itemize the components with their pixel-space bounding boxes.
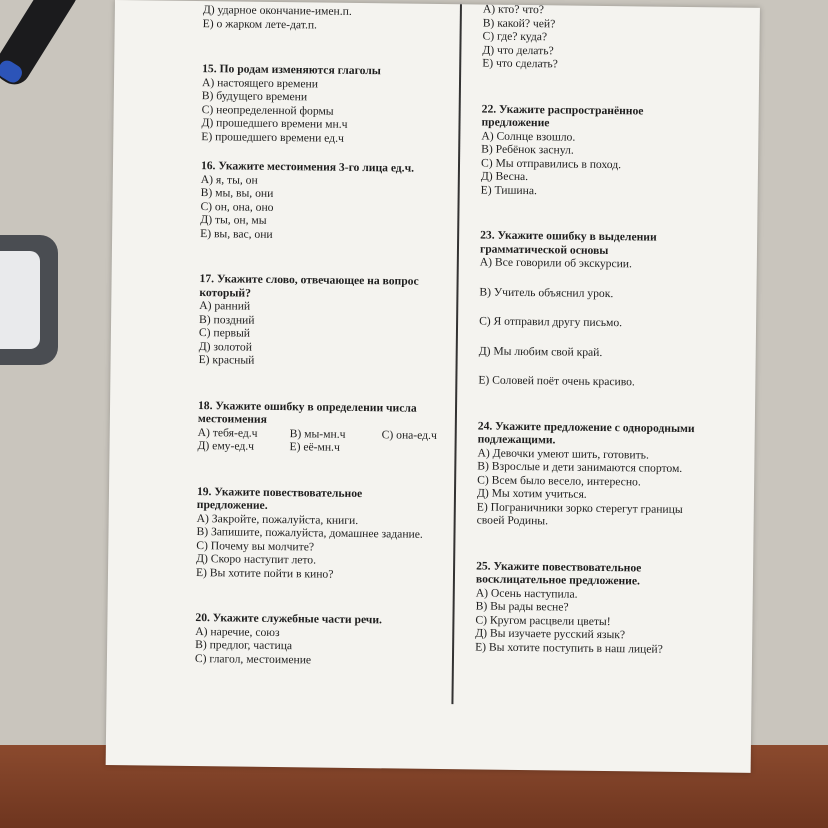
question-15-title: 15. По родам изменяются глаголы xyxy=(202,62,381,78)
option-item: Д) ему-ед.ч xyxy=(197,439,255,453)
question-19-title-cont: предложение. xyxy=(196,498,268,512)
option-line: Д) ты, он, мы xyxy=(200,213,267,227)
option-line: С) Кругом расцвели цветы! xyxy=(475,612,611,628)
option-line: Е) вы, вас, они xyxy=(200,226,273,241)
option-line: С) он, она, оно xyxy=(200,199,274,214)
option-line: Е) Вы хотите поступить в наш лицей? xyxy=(475,639,663,656)
option-line: В) Учитель объяснил урок. xyxy=(479,284,614,300)
option-line: Д) Скоро наступит лето. xyxy=(196,552,317,567)
option-item: А) тебя-ед.ч xyxy=(197,425,258,440)
option-line: С) неопределенной формы xyxy=(201,102,334,118)
test-sheet xyxy=(106,0,760,773)
option-line: В) Вы рады весне? xyxy=(475,599,569,614)
option-line: А) кто? что? xyxy=(482,2,545,17)
marker-pen xyxy=(0,0,83,90)
question-20-title: 20. Укажите служебные части речи. xyxy=(195,611,383,627)
question-23-title: 23. Укажите ошибку в выделении xyxy=(480,228,657,244)
option-line: Д) Мы хотим учиться. xyxy=(476,486,587,501)
question-22-title: 22. Укажите распространённое xyxy=(481,101,644,117)
option-line: С) Мы отправились в поход. xyxy=(480,155,622,171)
question-25-title-cont: восклицательное предложение. xyxy=(475,572,640,588)
option-line: А) я, ты, он xyxy=(200,172,258,187)
option-line: В) Взрослые и дети занимаются спортом. xyxy=(477,459,683,475)
option-line: А) настоящего времени xyxy=(201,75,319,90)
option-line: Д) прошедшего времени мн.ч xyxy=(201,116,348,131)
pen-cap xyxy=(0,58,25,86)
tablet-device xyxy=(0,235,58,365)
question-18-title-cont: местоимения xyxy=(197,412,267,426)
right-column xyxy=(475,2,700,656)
option-line: А) ранний xyxy=(199,299,251,313)
question-24-title: 24. Укажите предложение с однородными xyxy=(477,418,695,435)
question-23-title-cont: грамматической основы xyxy=(479,241,609,257)
option-line: В) Ребёнок заснул. xyxy=(481,142,574,157)
option-line: Д) ударное окончание-имен.п. xyxy=(202,3,352,18)
left-column xyxy=(195,3,442,668)
option-line: В) поздний xyxy=(199,312,255,327)
option-line: С) Всем было весело, интересно. xyxy=(477,472,641,488)
option-line: Д) Вы изучаете русский язык? xyxy=(475,626,626,642)
option-line: Е) что сделать? xyxy=(482,56,558,71)
option-line: своей Родины. xyxy=(476,513,549,528)
option-line: С) Почему вы молчите? xyxy=(196,538,315,553)
option-item: В) мы-мн.ч xyxy=(289,426,346,441)
option-line: Д) Весна. xyxy=(480,169,529,184)
option-line: А) Солнце взошло. xyxy=(481,128,576,144)
column-divider xyxy=(451,4,461,704)
question-16-title: 16. Укажите местоимения 3-го лица ед.ч. xyxy=(200,159,415,175)
option-line: Е) Соловей поёт очень красиво. xyxy=(478,373,635,389)
option-item: С) она-ед.ч xyxy=(381,427,437,442)
option-line: А) наречие, союз xyxy=(195,624,280,639)
question-24-title-cont: подлежащими. xyxy=(477,432,556,447)
option-line: А) Все говорили об экскурсии. xyxy=(479,255,633,271)
tablet-screen xyxy=(0,251,40,349)
question-22-title-cont: предложение xyxy=(481,115,550,130)
option-line: С) где? куда? xyxy=(482,29,548,44)
question-17-title-cont: который? xyxy=(199,285,252,300)
question-18-title: 18. Укажите ошибку в определении числа xyxy=(197,398,417,415)
option-line: Д) Мы любим свой край. xyxy=(478,343,603,359)
option-line: Е) Тишина. xyxy=(480,182,538,197)
option-line: С) Я отправил другу письмо. xyxy=(479,314,623,330)
option-line: В) мы, вы, они xyxy=(200,186,274,200)
option-line: Е) Пограничники зорко стерегут границы xyxy=(476,499,683,516)
option-line: Е) красный xyxy=(198,353,255,367)
option-line: Д) золотой xyxy=(198,339,253,354)
option-line: С) глагол, местоимение xyxy=(194,651,312,666)
option-line: В) будущего времени xyxy=(201,89,308,104)
option-line: В) какой? чей? xyxy=(482,15,556,30)
option-line: В) предлог, частица xyxy=(195,638,293,653)
option-line: А) Девочки умеют шить, готовить. xyxy=(477,445,649,462)
option-line: Д) что делать? xyxy=(482,42,554,57)
option-line: С) первый xyxy=(198,326,251,340)
option-line: А) Закройте, пожалуйста, книги. xyxy=(196,511,359,527)
option-line: А) Осень наступила. xyxy=(475,585,578,601)
option-line: Е) о жарком лете-дат.п. xyxy=(202,16,318,31)
question-17-title: 17. Укажите слово, отвечающее на вопрос xyxy=(199,272,419,288)
option-item: Е) её-мн.ч xyxy=(289,440,340,454)
option-line: Е) прошедшего времени ед.ч xyxy=(201,129,344,145)
question-25-title: 25. Укажите повествовательное xyxy=(476,558,642,574)
question-19-title: 19. Укажите повествовательное xyxy=(196,484,363,500)
option-line: Е) Вы хотите пойти в кино? xyxy=(195,565,334,581)
option-line: В) Запишите, пожалуйста, домашнее задание. xyxy=(196,525,423,541)
